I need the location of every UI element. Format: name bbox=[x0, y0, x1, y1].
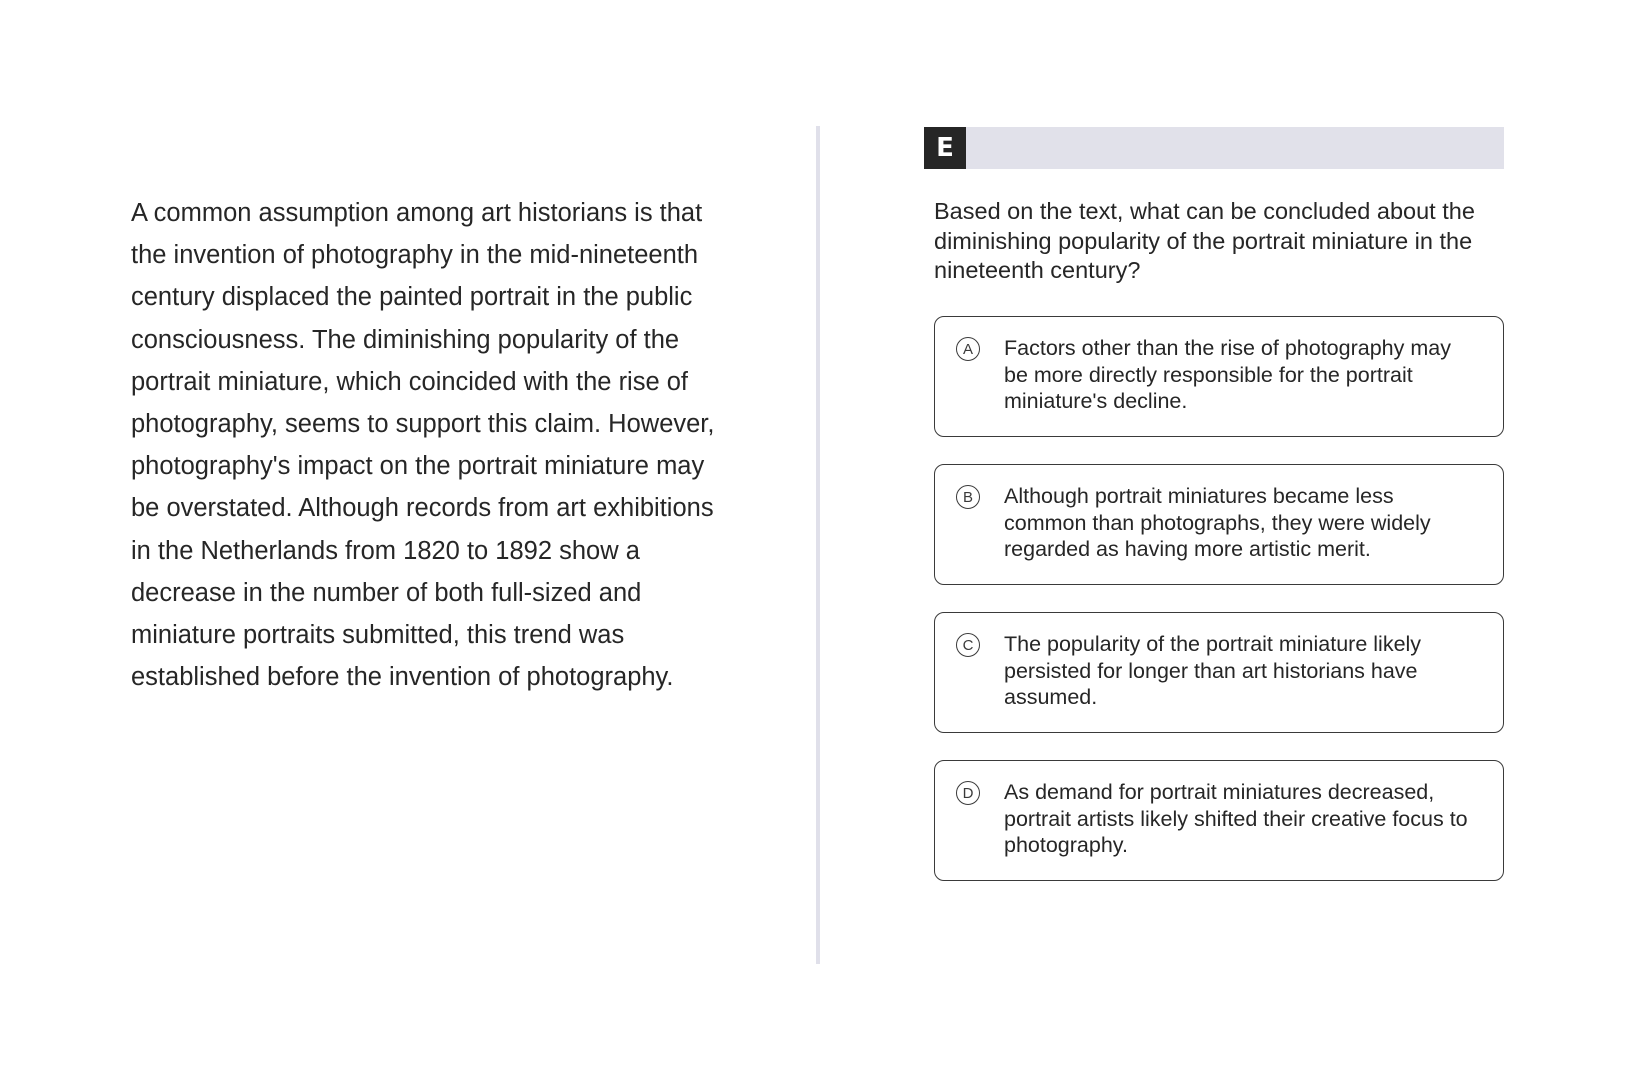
answer-option-b[interactable] bbox=[934, 464, 1504, 585]
option-letter-b-icon: B bbox=[956, 485, 980, 509]
answer-option-c[interactable] bbox=[934, 612, 1504, 733]
option-letter-a-icon: A bbox=[956, 337, 980, 361]
answer-option-a[interactable] bbox=[934, 316, 1504, 437]
option-text-b: Although portrait miniatures became less common than photographs, they were widely regarded as having more artistic merit. bbox=[1004, 484, 1431, 561]
passage-text: A common assumption among art historians is that the invention of photography in the mid-nineteenth century displaced the painted portrait in the public consciousness. The diminishing popularity of the portrait miniature, which coincided with the rise of photography, seems to support this claim. However, photography's impact on the portrait miniature may be overstated. Although records from art exhibitions in the Netherlands from 1820 to 1892 show a decrease in the number of both full-sized and miniature portraits submitted, this trend was established before the invention of photography. bbox=[131, 199, 715, 692]
question-header-bar bbox=[924, 127, 1504, 169]
answer-options bbox=[934, 316, 1504, 908]
option-letter-c-icon: C bbox=[956, 633, 980, 657]
question-number-label: E bbox=[936, 133, 954, 163]
option-text-c: The popularity of the portrait miniature likely persisted for longer than art historians have assumed. bbox=[1004, 632, 1422, 709]
option-text-d: As demand for portrait miniatures decreased, portrait artists likely shifted their creative focus to photography. bbox=[1004, 780, 1468, 857]
option-letter-d-icon: D bbox=[956, 781, 980, 805]
answer-option-d[interactable] bbox=[934, 760, 1504, 881]
option-text-a: Factors other than the rise of photography may be more directly responsible for the portrait miniature's decline. bbox=[1004, 336, 1451, 413]
question-stem: Based on the text, what can be concluded about the diminishing popularity of the portrait miniature in the nineteenth century? bbox=[934, 198, 1475, 283]
question-number-badge bbox=[924, 127, 966, 169]
column-divider bbox=[816, 126, 820, 964]
